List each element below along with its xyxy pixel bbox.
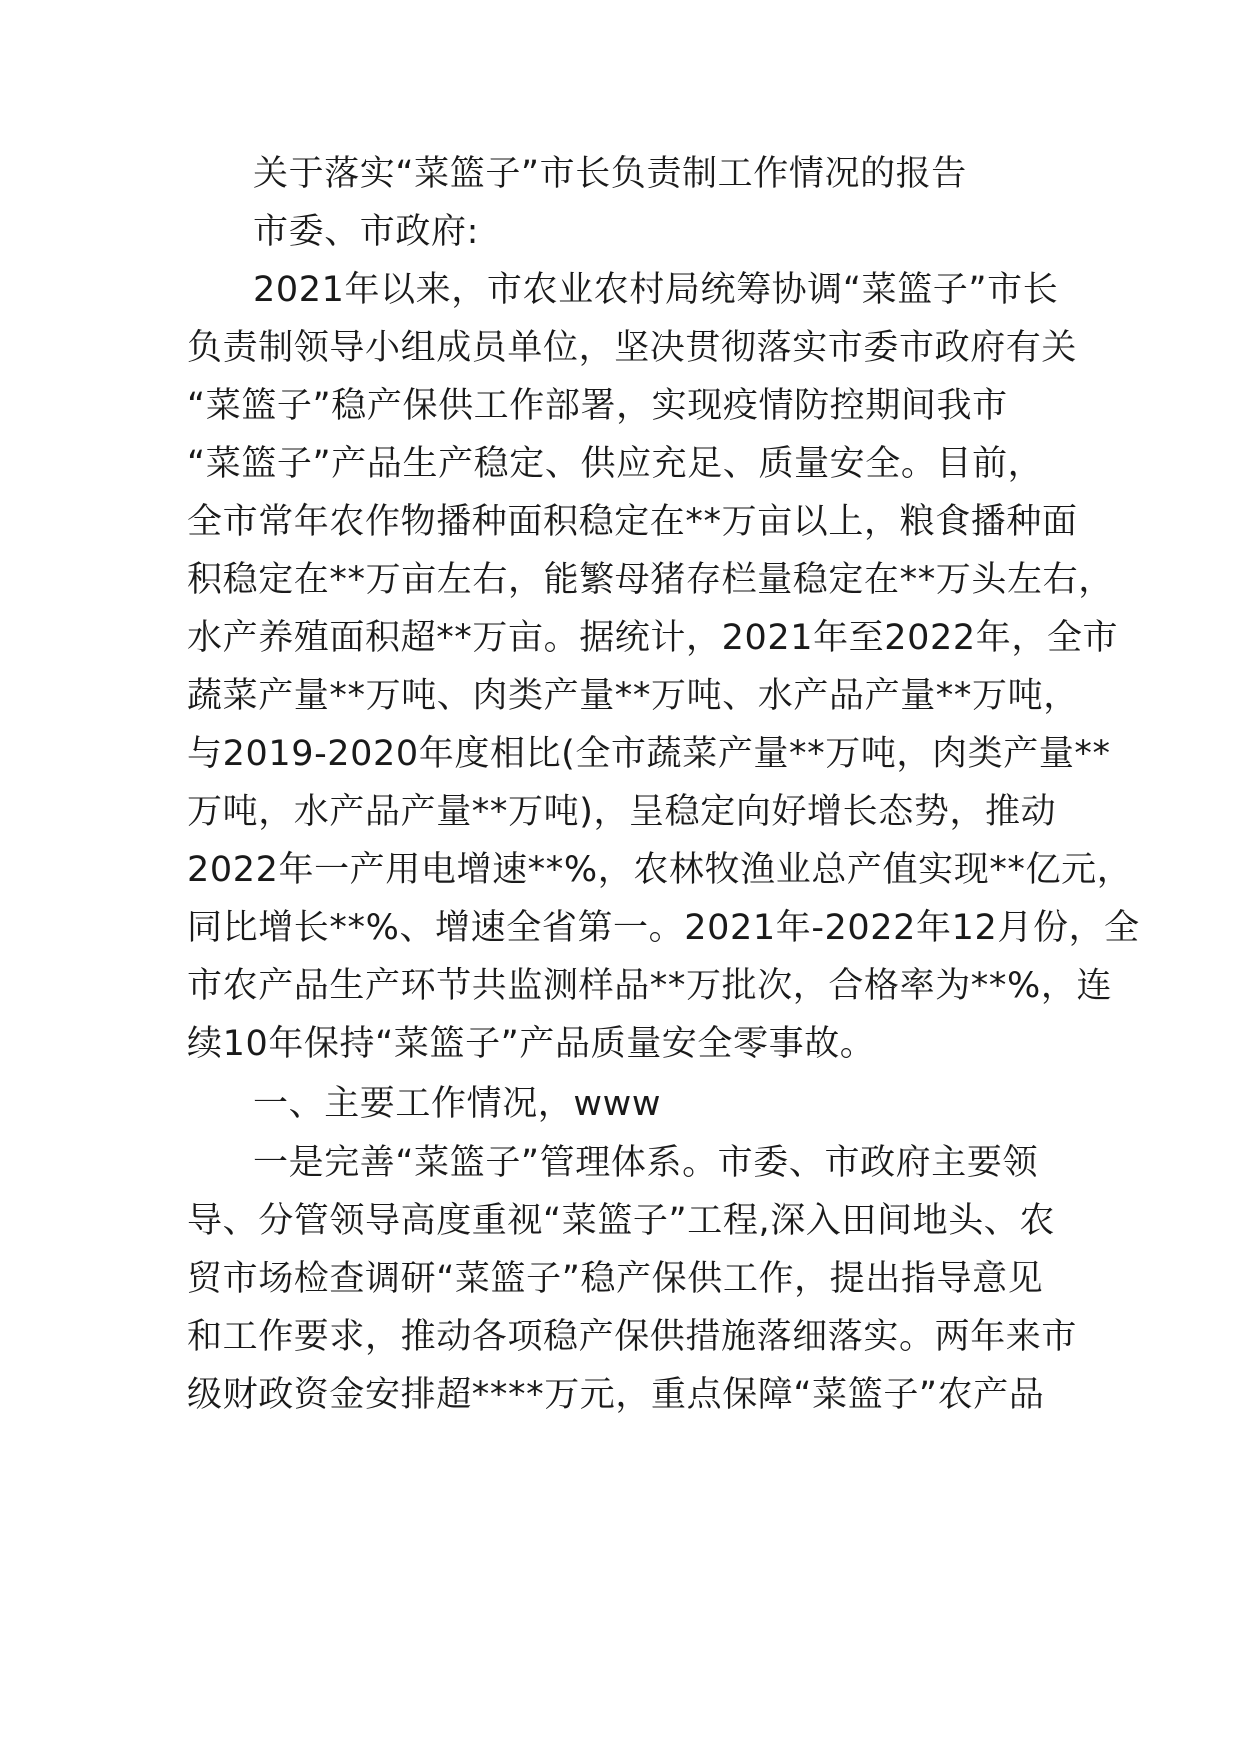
body-line-16: 导、分管领导高度重视“菜篮子”工程,深入田间地头、农	[187, 1201, 1055, 1241]
section-heading: 一、主要工作情况，www	[253, 1084, 662, 1124]
body-line-19: 级财政资金安排超****万元，重点保障“菜篮子”农产品	[187, 1375, 1045, 1415]
document-title: 关于落实“菜篮子”市长负责制工作情况的报告	[253, 154, 967, 194]
body-line-2: 负责制领导小组成员单位，坚决贯彻落实市委市政府有关	[187, 328, 1078, 368]
body-line-4: “菜篮子”产品生产稳定、供应充足、质量安全。目前，	[187, 444, 1044, 484]
body-line-14: 续10年保持“菜篮子”产品质量安全零事故。	[187, 1024, 876, 1064]
body-line-7: 水产养殖面积超**万亩。据统计，2021年至2022年，全市	[187, 618, 1119, 658]
body-line-18: 和工作要求，推动各项稳产保供措施落细落实。两年来市	[187, 1317, 1078, 1357]
salutation: 市委、市政府:	[253, 212, 479, 252]
body-line-5: 全市常年农作物播种面积稳定在**万亩以上，粮食播种面	[187, 502, 1078, 542]
body-line-10: 万吨，水产品产量**万吨)，呈稳定向好增长态势，推动	[187, 792, 1057, 832]
body-line-9: 与2019-2020年度相比(全市蔬菜产量**万吨，肉类产量**	[187, 734, 1111, 774]
body-line-15: 一是完善“菜篮子”管理体系。市委、市政府主要领	[253, 1143, 1039, 1183]
body-line-17: 贸市场检查调研“菜篮子”稳产保供工作，提出指导意见	[187, 1259, 1044, 1299]
body-line-12: 同比增长**%、增速全省第一。2021年-2022年12月份，全	[187, 908, 1140, 948]
body-line-6: 积稳定在**万亩左右，能繁母猪存栏量稳定在**万头左右，	[187, 560, 1114, 600]
body-line-8: 蔬菜产量**万吨、肉类产量**万吨、水产品产量**万吨，	[187, 676, 1079, 716]
body-line-13: 市农产品生产环节共监测样品**万批次，合格率为**%，连	[187, 966, 1113, 1006]
body-line-1: 2021年以来，市农业农村局统筹协调“菜篮子”市长	[253, 270, 1059, 310]
body-line-11: 2022年一产用电增速**%，农林牧渔业总产值实现**亿元，	[187, 850, 1133, 890]
body-line-3: “菜篮子”稳产保供工作部署，实现疫情防控期间我市	[187, 386, 1008, 426]
